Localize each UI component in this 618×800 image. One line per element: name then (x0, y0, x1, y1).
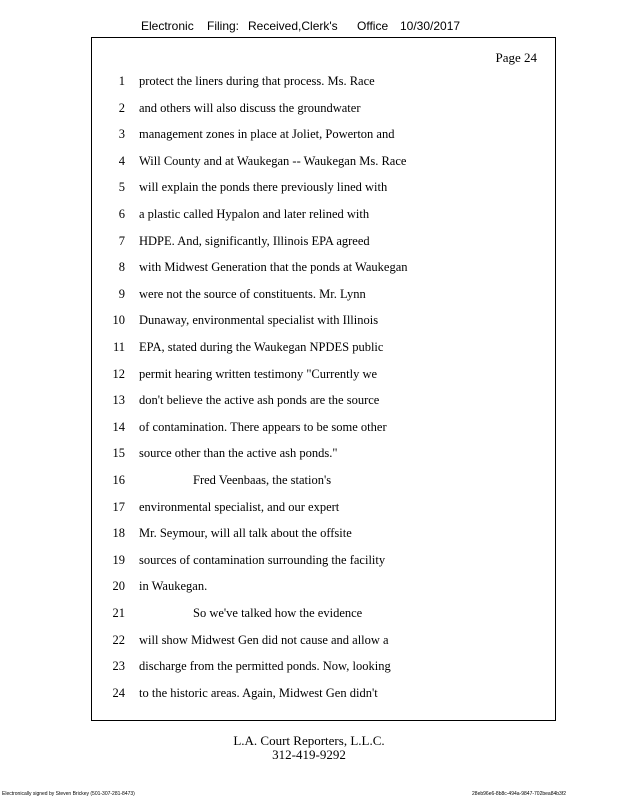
transcript-line (92, 606, 555, 624)
transcript-line (92, 393, 555, 411)
transcript-line (92, 287, 555, 305)
line-number: 4 (118, 153, 125, 168)
transcript-line (92, 579, 555, 597)
line-text: and others will also discuss the groundwater (139, 100, 361, 115)
line-number: 6 (118, 207, 125, 221)
line-text: with Midwest Generation that the ponds at Waukegan (139, 260, 408, 275)
line-text: Fred Veenbaas, the station's (193, 473, 332, 487)
line-text: Mr. Seymour, will all talk about the offsite (139, 526, 352, 541)
line-number: 11 (112, 340, 125, 354)
line-text: of contamination. There appears to be some other (139, 419, 387, 434)
footer-phone: 312-419-9292 (272, 747, 346, 762)
filing-filing: Filing: (207, 19, 240, 33)
transcript-line (92, 500, 555, 518)
transcript-line (92, 260, 555, 278)
transcript-line (92, 234, 555, 252)
transcript-line (92, 446, 555, 464)
transcript-line (92, 207, 555, 225)
line-text: So we've talked how the evidence (193, 606, 363, 620)
line-text: EPA, stated during the Waukegan NPDES public (139, 340, 384, 354)
line-text: to the historic areas. Again, Midwest Gen didn't (139, 685, 378, 700)
transcript-line (92, 154, 555, 172)
page-number: Page 24 (495, 50, 537, 65)
transcript-line (92, 127, 555, 145)
line-text: a plastic called Hypalon and later relined with (139, 207, 370, 221)
line-number: 16 (112, 473, 125, 487)
filing-electronic: Electronic (141, 19, 194, 33)
line-number: 23 (112, 659, 125, 674)
transcript-page (91, 37, 556, 721)
filing-date: 10/30/2017 (400, 19, 461, 33)
footer-company: L.A. Court Reporters, L.L.C. (233, 733, 385, 748)
line-text: will explain the ponds there previously lined with (139, 180, 388, 195)
transcript-line (92, 420, 555, 438)
filing-received: Received,Clerk's (248, 19, 338, 33)
line-number: 7 (118, 233, 125, 248)
line-number: 19 (112, 552, 125, 567)
transcript-line (92, 473, 555, 491)
signature-right: 28eb96e6-8b8c-494a-9847-702bea84b3f2 (472, 791, 566, 797)
line-number: 1 (118, 74, 125, 88)
line-text: don't believe the active ash ponds are the source (139, 393, 380, 408)
line-number: 14 (112, 419, 125, 434)
line-text: sources of contamination surrounding the facility (139, 552, 386, 567)
line-number: 5 (118, 180, 125, 195)
transcript-line (92, 180, 555, 198)
line-text: protect the liners during that process. Ms. Race (139, 74, 375, 88)
transcript-line (92, 686, 555, 704)
transcript-line (92, 659, 555, 677)
line-text: management zones in place at Joliet, Powerton and (139, 127, 395, 142)
line-text: discharge from the permitted ponds. Now, looking (139, 659, 391, 674)
transcript-line (92, 367, 555, 385)
line-number: 20 (112, 579, 125, 594)
transcript-line (92, 74, 555, 92)
line-text: Will County and at Waukegan -- Waukegan Ms. Race (139, 153, 407, 168)
line-number: 17 (112, 499, 125, 514)
line-number: 18 (112, 526, 125, 541)
transcript-line (92, 526, 555, 544)
transcript-line (92, 553, 555, 571)
signature-left: Electronically signed by Steven Brickey (501-307-281-8473) (2, 791, 135, 797)
line-number: 8 (118, 260, 125, 275)
transcript-line (92, 313, 555, 331)
line-number: 13 (112, 393, 125, 408)
line-number: 24 (112, 685, 125, 700)
line-number: 15 (112, 446, 125, 461)
line-text: environmental specialist, and our expert (139, 499, 340, 514)
line-number: 2 (118, 100, 125, 115)
transcript-line (92, 633, 555, 651)
line-number: 12 (112, 366, 125, 381)
line-text: will show Midwest Gen did not cause and allow a (139, 632, 389, 647)
line-number: 21 (112, 606, 125, 620)
line-number: 22 (112, 632, 125, 647)
line-text: HDPE. And, significantly, Illinois EPA agreed (139, 233, 370, 248)
line-text: source other than the active ash ponds." (139, 446, 338, 461)
transcript-line (92, 340, 555, 358)
line-text: in Waukegan. (139, 579, 208, 594)
line-number: 9 (118, 286, 125, 301)
line-text: Dunaway, environmental specialist with Illinois (139, 313, 379, 328)
line-text: were not the source of constituents. Mr. Lynn (139, 286, 366, 301)
line-number: 3 (118, 127, 125, 142)
filing-office: Office (357, 19, 389, 33)
transcript-line (92, 101, 555, 119)
line-number: 10 (112, 313, 125, 328)
line-text: permit hearing written testimony "Currently we (139, 366, 378, 381)
